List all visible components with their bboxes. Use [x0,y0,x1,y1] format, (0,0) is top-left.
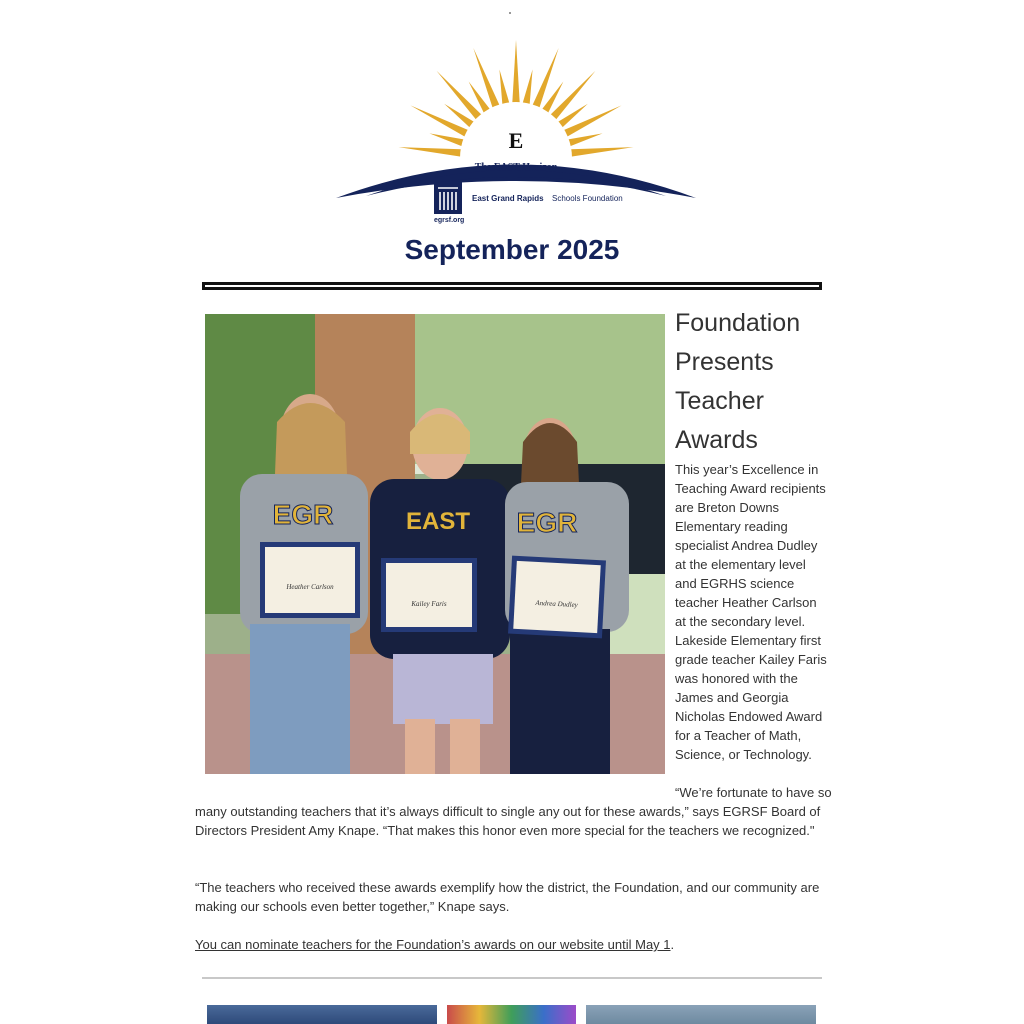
sun-ray [522,70,533,108]
thumbnail-image-2[interactable] [447,1005,576,1024]
article-quote-1-text: “We’re fortunate to have so many outstanding teachers that it’s always difficult to single any out for these awards,” says EGRSF Board of Directors President Amy Knape. “That makes this honor even more special for the teachers we recognized." [195,785,832,838]
newsletter-logo[interactable] [330,36,702,226]
foundation-suffix: Schools Foundation [552,194,623,203]
nominate-link[interactable]: You can nominate teachers for the Foundation’s awards on our website until May 1 [195,937,671,952]
shirt-text-1: EGR [272,499,334,530]
section-divider [202,977,822,979]
article-quote-2: “The teachers who received these awards exemplify how the district, the Foundation, and our community are making our schools even better together,” Knape says. [195,880,820,914]
certificate-name-3: Andrea Dudley [535,598,578,610]
foundation-name: East Grand Rapids [472,194,544,203]
newsletter-name: The EAST Horizon [474,162,558,173]
sun-ray [410,105,471,138]
logo-letter: E [508,128,524,153]
certificate-2 [381,558,477,632]
foundation-url: egrsf.org [434,217,465,224]
sun-ray [512,40,520,106]
sun-ray [567,147,633,157]
shirt-text-3: EGR [516,507,578,538]
nominate-cta-tail: . [670,937,675,952]
article-quote-1 [195,783,835,840]
sunburst-logo-icon [330,36,702,226]
nominate-cta [195,935,835,954]
double-divider [202,282,822,290]
article-title-line: Awards [675,426,758,454]
sun-ray [399,147,465,157]
sun-ray [531,48,559,111]
thumbnail-image-1[interactable] [207,1005,437,1024]
certificate-name-1: Heather Carlson [286,583,334,591]
award-recipients-photo[interactable] [205,314,665,774]
certificate-3 [508,556,606,639]
sun-ray [473,48,501,111]
thumbnail-image-3[interactable] [586,1005,816,1024]
sun-ray [561,105,622,138]
article-title-line: Foundation [675,309,801,337]
article-title-line: Teacher [675,387,764,415]
shirt-text-2: EAST [405,508,471,535]
divider-dot [509,12,511,14]
article-intro: This year’s Excellence in Teaching Award recipients are Breton Downs Elementary reading specialist Andrea Dudley at the elementary level and EGRHS science teacher Heather Carlson at the secondary level. Lakeside Elementary first grade teacher Kailey Faris was honored with the James and Georgia Nicholas Endowed Award for a Teacher of Math, Science, or Technology. [675,462,827,762]
article-title-line: Presents [675,348,774,376]
sun-ray [499,70,510,108]
certificate-name-2: Kailey Faris [411,600,447,608]
certificate-1 [260,542,360,618]
issue-month: September 2025 [404,234,620,265]
article-title [675,304,825,460]
